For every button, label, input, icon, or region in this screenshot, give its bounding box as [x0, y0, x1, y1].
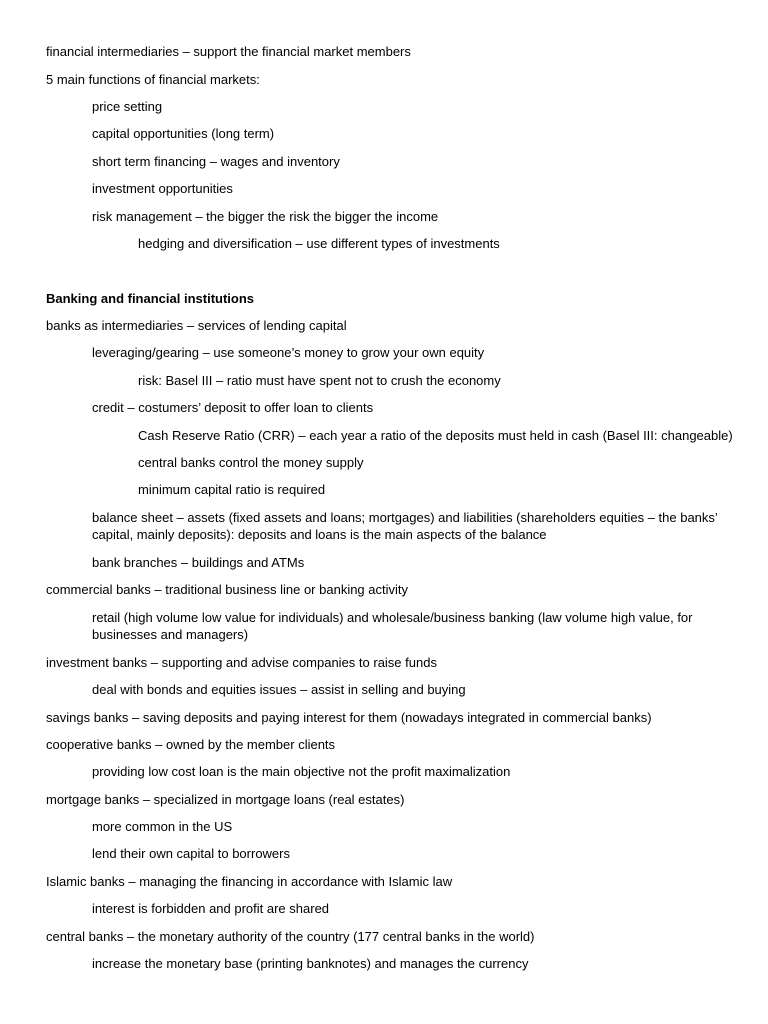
section-heading: Banking and financial institutions [46, 291, 255, 306]
text-line: bank branches – buildings and ATMs [92, 555, 305, 570]
text-line: credit – costumers’ deposit to offer loan to clients [92, 400, 374, 415]
text-line: investment opportunities [92, 181, 233, 196]
text-line: risk: Basel III – ratio must have spent not to crush the economy [138, 373, 501, 388]
text-line: Islamic banks – managing the financing in accordance with Islamic law [46, 874, 453, 889]
text-line: interest is forbidden and profit are shared [92, 901, 330, 916]
text-line: central banks – the monetary authority of the country (177 central banks in the world) [46, 929, 535, 944]
text-line: more common in the US [92, 819, 233, 834]
text-line: price setting [92, 99, 163, 114]
text-line: financial intermediaries – support the financial market members [46, 44, 411, 59]
text-line: short term financing – wages and inventory [92, 154, 340, 169]
text-line: risk management – the bigger the risk the bigger the income [92, 209, 439, 224]
text-line: leveraging/gearing – use someone’s money to grow your own equity [92, 345, 485, 360]
text-line: cooperative banks – owned by the member clients [46, 737, 336, 752]
text-line: retail (high volume low value for individuals) and wholesale/business banking (law volume high value, for businesses and managers) [92, 610, 693, 642]
text-line: central banks control the money supply [138, 455, 364, 470]
text-line: capital opportunities (long term) [92, 126, 275, 141]
text-line: lend their own capital to borrowers [92, 846, 290, 861]
text-line: deal with bonds and equities issues – assist in selling and buying [92, 682, 466, 697]
text-line: commercial banks – traditional business line or banking activity [46, 582, 409, 597]
text-line: banks as intermediaries – services of lending capital [46, 318, 347, 333]
text-line: savings banks – saving deposits and paying interest for them (nowadays integrated in commercial banks) [46, 710, 652, 725]
text-line: increase the monetary base (printing banknotes) and manages the currency [92, 956, 529, 971]
text-line: providing low cost loan is the main objective not the profit maximalization [92, 764, 511, 779]
text-line: investment banks – supporting and advise companies to raise funds [46, 655, 437, 670]
text-line: balance sheet – assets (fixed assets and loans; mortgages) and liabilities (shareholders equities – the banks’ capital, mainly deposits): deposits and loans is the main aspects of the balance [92, 510, 718, 542]
text-line: minimum capital ratio is required [138, 482, 326, 497]
text-line: Cash Reserve Ratio (CRR) – each year a ratio of the deposits must held in cash (Basel III: changeable) [138, 428, 733, 443]
text-line: hedging and diversification – use different types of investments [138, 236, 500, 251]
text-line: mortgage banks – specialized in mortgage loans (real estates) [46, 792, 405, 807]
text-line: 5 main functions of financial markets: [46, 72, 260, 87]
